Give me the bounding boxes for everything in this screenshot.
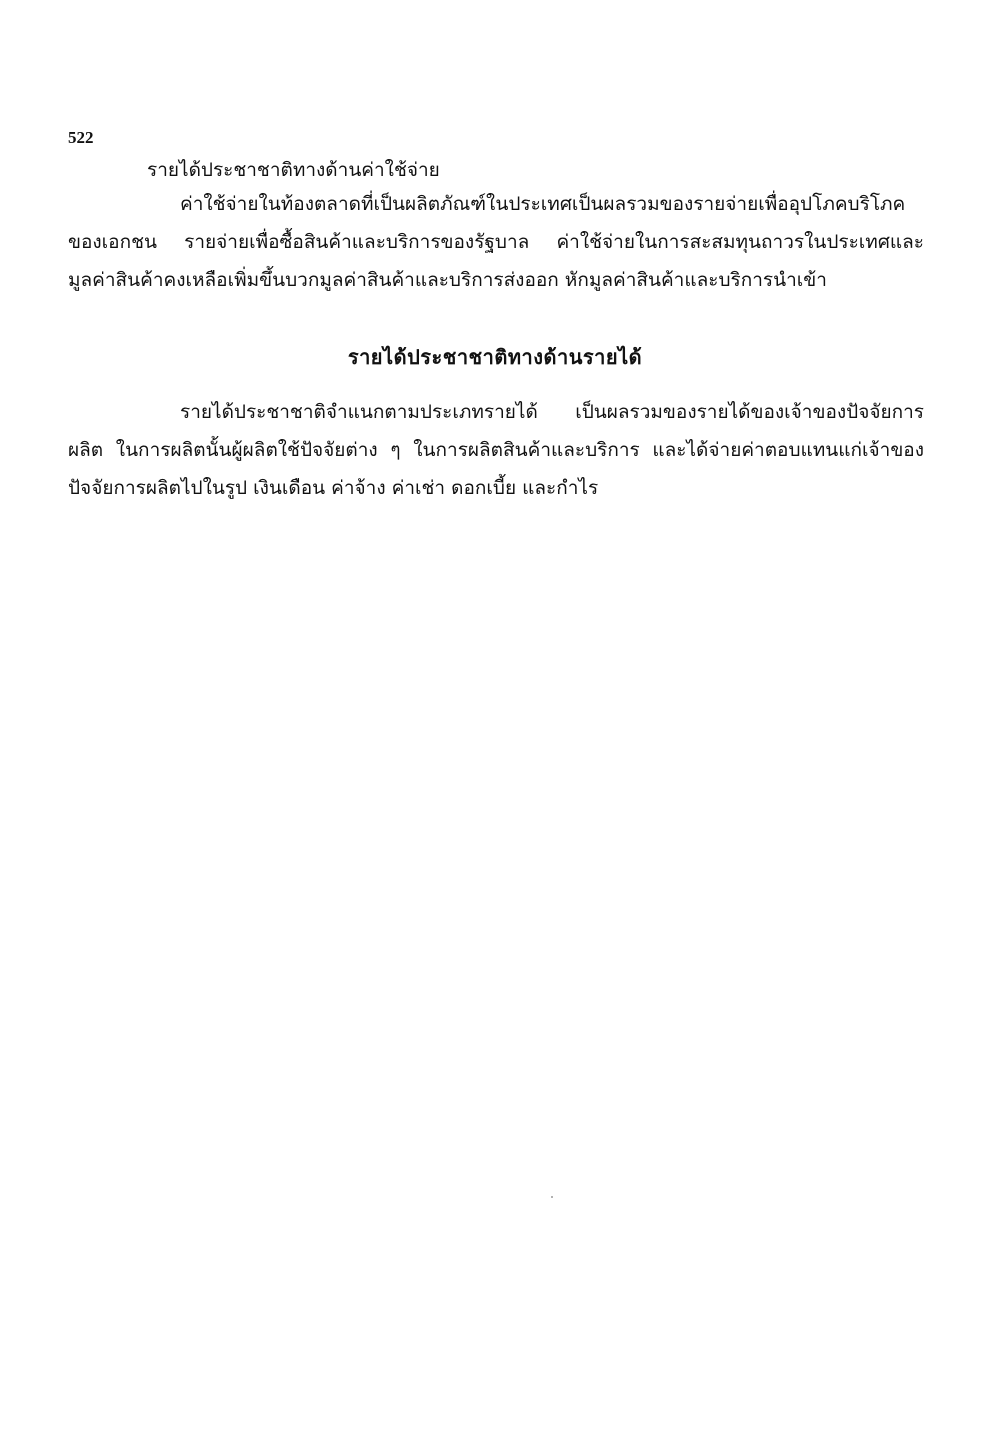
scan-speck bbox=[551, 1196, 553, 1198]
paragraph-expenditure: ค่าใช้จ่ายในท้องตลาดที่เป็นผลิตภัณฑ์ในประเทศเป็นผลรวมของรายจ่ายเพื่ออุปโภคบริโภคของเอกชน รายจ่ายเพื่อซื้อสินค้าและบริการของรัฐบาล ค่าใช้จ่ายในการสะสมทุนถาวรในประเทศและมูลค่าสินค้าคงเหลือเพิ่มขึ้นบวกมูลค่าสินค้าและบริการส่งออก หักมูลค่าสินค้าและบริการนำเข้า bbox=[68, 193, 924, 291]
section-heading-income-approach: รายได้ประชาชาติทางด้านรายได้ bbox=[347, 345, 643, 369]
subheading-expenditure-approach: รายได้ประชาชาติทางด้านค่าใช้จ่าย bbox=[147, 159, 440, 181]
page-number: 522 bbox=[68, 128, 94, 147]
paragraph-income: รายได้ประชาชาติจำแนกตามประเภทรายได้ เป็นผลรวมของรายได้ของเจ้าของปัจจัยการผลิต ในการผลิตนั้นผู้ผลิตใช้ปัจจัยต่าง ๆ ในการผลิตสินค้าและบริการ และได้จ่ายค่าตอบแทนแก่เจ้าของปัจจัยการผลิตไปในรูป เงินเดือน ค่าจ้าง ค่าเช่า ดอกเบี้ย และกำไร bbox=[68, 401, 924, 499]
